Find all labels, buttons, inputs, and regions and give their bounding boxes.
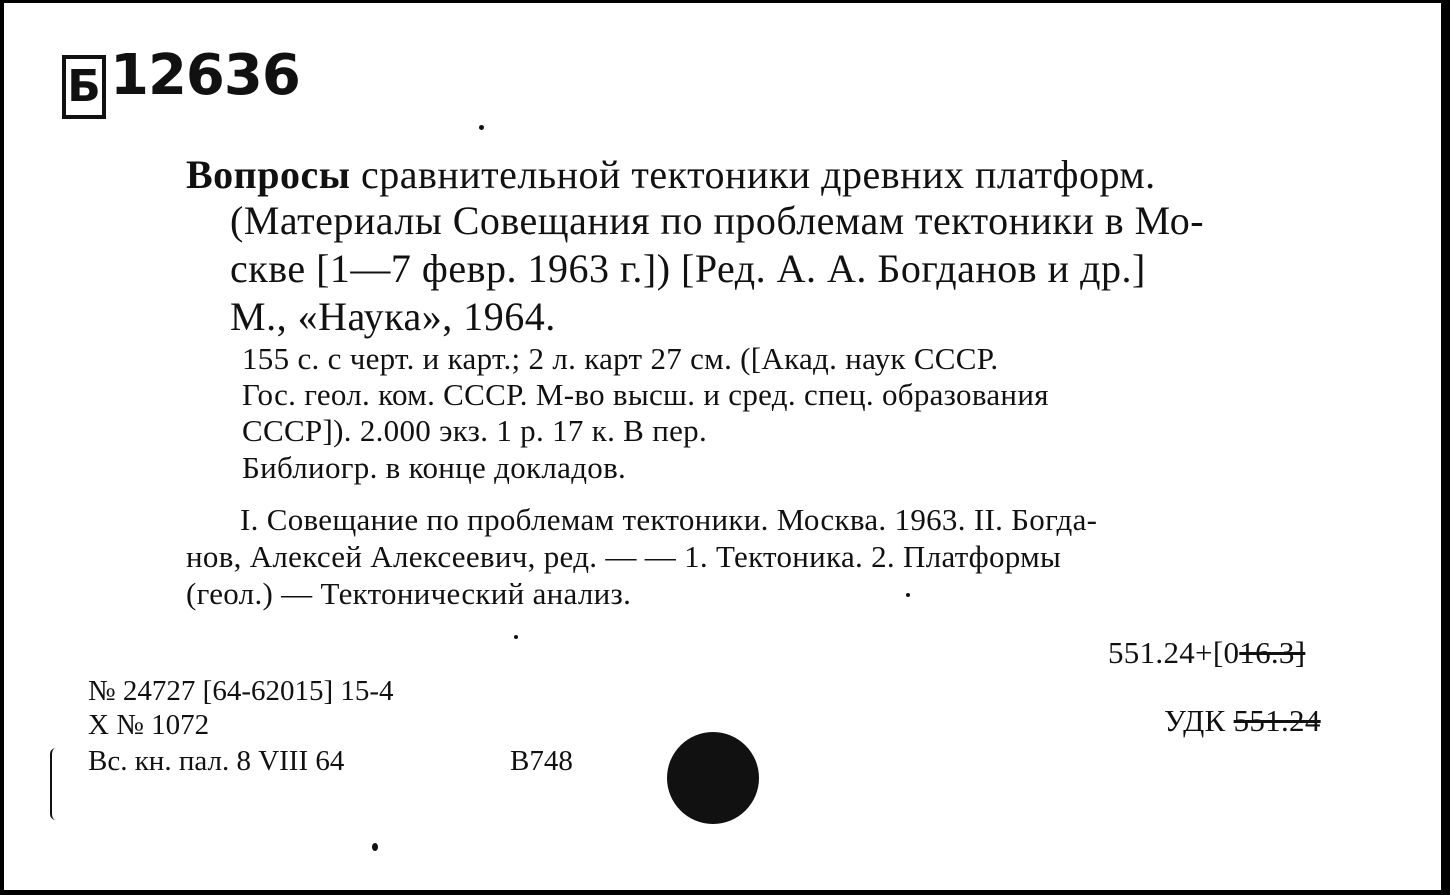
udk-line [1164, 703, 1321, 739]
tracing-line-3: (геол.) — Тектонический анализ. [186, 576, 632, 611]
imprint-line: М., «Наука», 1964. [230, 294, 556, 339]
classification-main: 551.24+[0 [1108, 635, 1240, 670]
title-line-1 [186, 151, 1156, 198]
bibliography-note: Библиогр. в конце докладов. [242, 450, 627, 485]
classification-struck: 16.3] [1239, 635, 1306, 670]
speck [906, 593, 910, 597]
stamp-mark: Б [62, 55, 106, 119]
title-bold-word: Вопросы [186, 152, 351, 197]
punch-hole [667, 732, 759, 824]
speck [479, 125, 484, 130]
call-number: 12636 [110, 43, 300, 108]
footer-line-2: Х № 1072 [88, 709, 210, 741]
footer-line-1: № 24727 [64-62015] 15-4 [88, 675, 394, 707]
collation-line-1: 155 с. с черт. и карт.; 2 л. карт 27 см. ([Акад. наук СССР. [242, 341, 999, 376]
tracing-line-1: I. Совещание по проблемам тектоники. Москва. 1963. II. Богда- [240, 502, 1098, 537]
margin-bracket-mark [50, 748, 60, 820]
classification-index [1108, 635, 1305, 671]
speck [372, 843, 378, 851]
tracing-line-2: нов, Алексей Алексеевич, ред. — — 1. Тектоника. 2. Платформы [186, 539, 1062, 574]
footer-line-3-left: Вс. кн. пал. 8 VIII 64 [88, 745, 345, 777]
title-line-1-rest: сравнительной тектоники древних платформ. [350, 152, 1156, 197]
udk-struck: 551.24 [1233, 703, 1321, 738]
speck [514, 635, 518, 639]
udk-label: УДК [1164, 703, 1226, 738]
footer-line-3-right: В748 [510, 745, 573, 777]
title-line-2: (Материалы Совещания по проблемам тектоники в Мо- [230, 198, 1205, 243]
catalog-card [4, 3, 1441, 890]
collation-line-3: СССР]). 2.000 экз. 1 р. 17 к. В пер. [242, 413, 708, 448]
collation-line-2: Гос. геол. ком. СССР. М-во высш. и сред. спец. образования [242, 377, 1049, 412]
title-line-3: скве [1—7 февр. 1963 г.]) [Ред. А. А. Богданов и др.] [230, 246, 1146, 291]
